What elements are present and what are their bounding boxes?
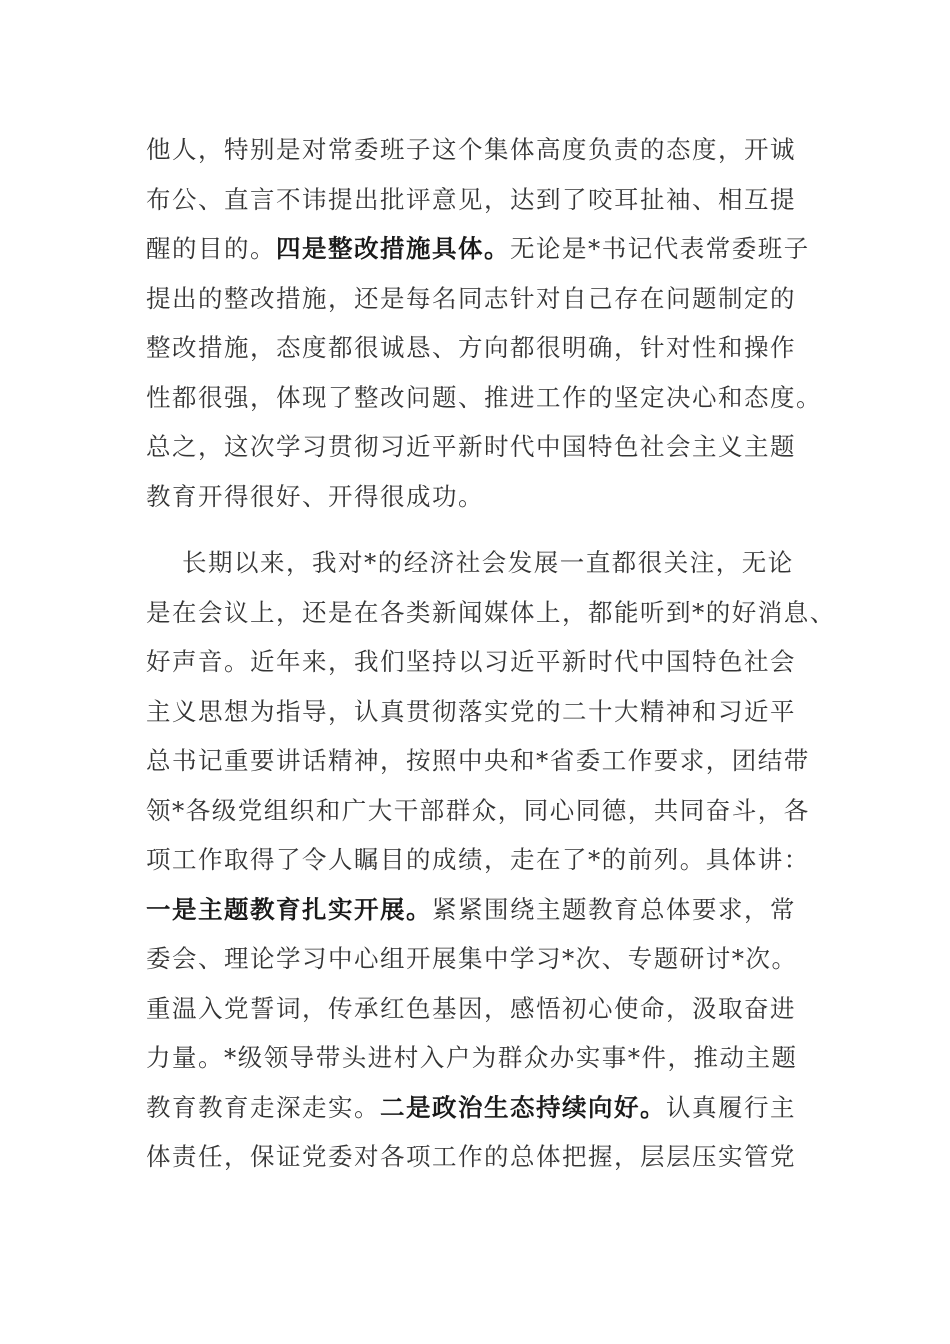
text-line <box>146 180 796 220</box>
text-line <box>146 840 810 880</box>
text-line <box>146 1038 798 1078</box>
text-segment: 重温入党誓词，传承红色基因，感悟初心使命，汲取奋进 <box>146 993 796 1023</box>
text-segment: 认真履行主 <box>666 1092 796 1122</box>
text-line <box>146 279 796 319</box>
text-segment: 性都很强，体现了整改问题、推进工作的坚定决心和态度。 <box>146 382 822 412</box>
text-line <box>146 989 796 1029</box>
text-line <box>146 741 810 781</box>
text-segment: 好声音。近年来，我们坚持以习近平新时代中国特色社会 <box>146 647 796 676</box>
text-segment: 委会、理论学习中心组开展集中学习*次、专题研讨*次。 <box>146 944 798 973</box>
text-segment: 教育教育走深走实。 <box>146 1092 380 1122</box>
bold-heading: 二是政治生态持续向好。 <box>380 1092 666 1122</box>
text-line <box>146 130 796 170</box>
text-segment: 长期以来，我对*的经济社会发展一直都很关注，无论 <box>182 548 794 577</box>
text-line <box>146 939 798 979</box>
text-line <box>146 477 484 517</box>
text-segment: 总之，这次学习贯彻习近平新时代中国特色社会主义主题 <box>146 432 796 461</box>
text-segment: 项工作取得了令人瞩目的成绩，走在了*的前列。具体讲： <box>146 845 810 874</box>
text-segment: 力量。*级领导带头进村入户为群众办实事*件，推动主题 <box>146 1043 798 1072</box>
text-segment: 主义思想为指导，认真贯彻落实党的二十大精神和习近平 <box>146 696 796 726</box>
text-line <box>146 229 810 269</box>
text-segment: 醒的目的。 <box>146 234 276 263</box>
text-segment: 他人，特别是对常委班子这个集体高度负责的态度，开诚 <box>146 135 796 164</box>
text-line <box>146 791 810 831</box>
text-line <box>146 1137 796 1177</box>
text-segment: 是在会议上，还是在各类新闻媒体上，都能听到*的好消息、 <box>146 597 836 627</box>
text-segment: 体责任，保证党委对各项工作的总体把握，层层压实管党 <box>146 1142 796 1171</box>
text-line <box>146 642 796 682</box>
text-segment: 总书记重要讲话精神，按照中央和*省委工作要求，团结带 <box>146 746 810 775</box>
bold-heading: 一是主题教育扎实开展。 <box>146 894 432 924</box>
text-segment: 提出的整改措施，还是每名同志针对自己存在问题制定的 <box>146 283 796 313</box>
text-segment: 领*各级党组织和广大干部群众，同心同德，共同奋斗，各 <box>146 795 810 825</box>
text-line <box>146 328 796 368</box>
text-line <box>146 1088 796 1128</box>
text-line <box>146 890 796 930</box>
bold-heading: 四是整改措施具体。 <box>276 234 510 263</box>
text-segment: 紧紧围绕主题教育总体要求，常 <box>432 894 796 924</box>
text-line <box>182 543 794 583</box>
text-segment: 无论是*书记代表常委班子 <box>510 234 810 263</box>
text-line <box>146 378 822 418</box>
text-line <box>146 692 796 732</box>
text-segment: 布公、直言不讳提出批评意见，达到了咬耳扯袖、相互提 <box>146 184 796 214</box>
text-line <box>146 427 796 467</box>
text-segment: 整改措施，态度都很诚恳、方向都很明确，针对性和操作 <box>146 333 796 362</box>
text-segment: 教育开得很好、开得很成功。 <box>146 481 484 511</box>
text-line <box>146 593 836 633</box>
